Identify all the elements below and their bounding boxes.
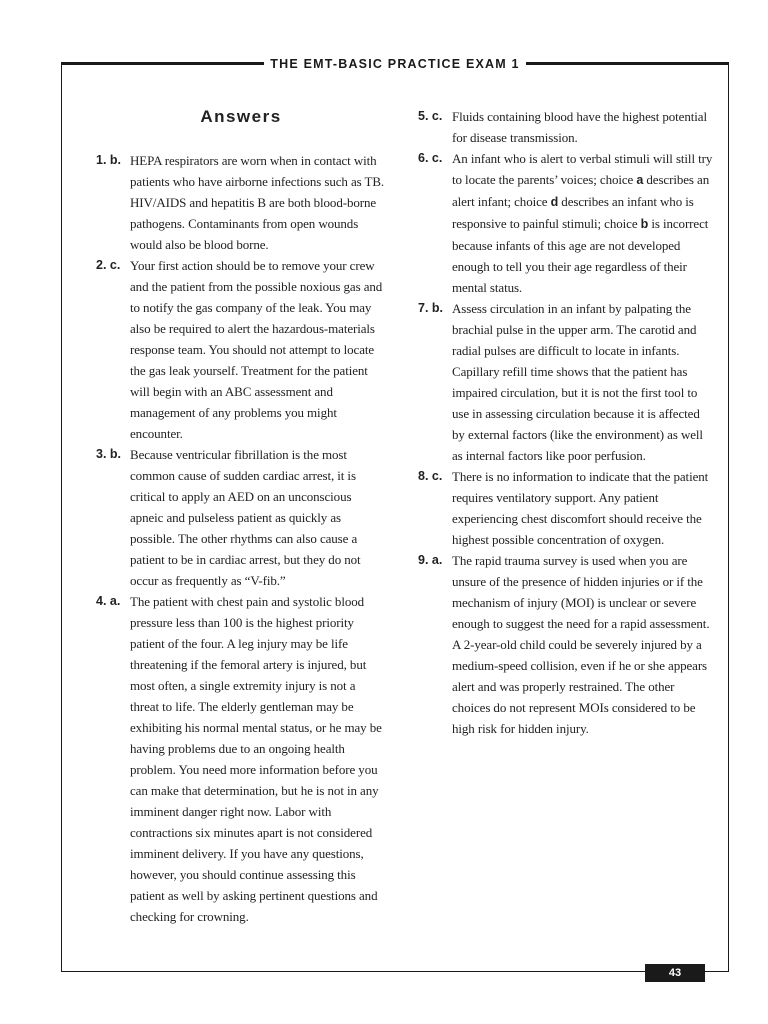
answer-text: Because ventricular fibrillation is the most common cause of sudden cardiac arrest, it is critical to apply an AED on an unconscious apneic and pulseless patient as quickly as possible. The other rhythms can also cause a patient to be in cardiac arrest, but they do not occur as frequently as “V-fib.”	[130, 447, 361, 588]
answer-label: 3. b.	[96, 447, 122, 461]
answer-text	[452, 148, 714, 298]
answer-item	[96, 444, 386, 591]
answer-item	[96, 150, 386, 255]
answer-item	[418, 148, 714, 298]
answer-item	[418, 466, 714, 550]
answer-item	[418, 106, 714, 148]
header-rule-left	[61, 62, 264, 65]
answer-text: There is no information to indicate that the patient requires ventilatory support. Any patient experiencing chest discomfort should receive the highest possible concentration of oxygen.	[452, 469, 709, 547]
answer-text: Assess circulation in an infant by palpating the brachial pulse in the upper arm. The carotid and radial pulses are difficult to locate in infants. Capillary refill time shows that the patient has impaired circulation, but it is not the first tool to use in assessing circulation because it is affected by external factors (like the environment) as well as internal factors like poor perfusion.	[452, 301, 703, 463]
right-column	[418, 106, 714, 739]
answer-text: Fluids containing blood have the highest potential for disease transmission.	[452, 109, 707, 145]
answer-label: 6. c.	[418, 151, 443, 165]
answer-text: Your first action should be to remove your crew and the patient from the possible noxious gas and to notify the gas company of the leak. You may also be required to alert the hazardous-materials response team. You should not attempt to locate the gas leak yourself. Treatment for the patient will begin with an ABC assessment and management of any problems you might encounter.	[130, 258, 383, 441]
answer-text: HEPA respirators are worn when in contact with patients who have airborne infections such as TB. HIV/AIDS and hepatitis B are both blood-borne pathogens. Contaminants from open wounds would also be blood borne.	[130, 153, 385, 252]
footer-rule	[61, 971, 729, 972]
page-number: 43	[645, 964, 705, 982]
answer-text-part: An infant who is alert to verbal stimuli will still try to locate the parents’ voices; choice	[452, 151, 713, 187]
answer-item	[418, 298, 714, 466]
page-frame-right	[728, 62, 729, 972]
answer-label: 1. b.	[96, 153, 122, 167]
answer-label: 8. c.	[418, 469, 443, 483]
answer-item	[418, 550, 714, 739]
answer-text-part: describes an infant who is responsive to painful stimuli; choice	[452, 194, 694, 231]
answer-text: The rapid trauma survey is used when you are unsure of the presence of hidden injuries or if the mechanism of injury (MOI) is unclear or severe enough to suggest the need for a rapid assessment. A 2-year-old child could be severely injured by a medium-speed collision, even if he or she appears alert and was properly restrained. The other choices do not represent MOIs considered to be high risk for hidden injury.	[452, 553, 710, 736]
answer-text: The patient with chest pain and systolic blood pressure less than 100 is the highest priority patient of the four. A leg injury may be life threatening if the femoral artery is injured, but most often, a single extremity injury is not a threat to life. The elderly gentleman may be exhibiting his normal mental status, or he may be having problems due to an ongoing health problem. You need more information before you can make that determination, but he is not in any imminent danger right now. Labor with contractions six minutes apart is not considered imminent delivery. If you have any questions, however, you should continue assessing this patient as well by asking pertinent questions and checking for crowning.	[130, 594, 382, 924]
running-head: THE EMT-BASIC PRACTICE EXAM 1	[270, 57, 520, 71]
left-column	[96, 106, 386, 927]
answer-text-part: is incorrect because infants of this age are not developed enough to tell you their age regardless of their mental status.	[452, 216, 709, 295]
choice-letter: b	[640, 217, 649, 231]
section-heading: Answers	[200, 107, 282, 126]
answer-item	[96, 591, 386, 927]
answer-label: 9. a.	[418, 553, 443, 567]
answer-label: 4. a.	[96, 594, 121, 608]
answer-label: 2. c.	[96, 258, 121, 272]
answer-label: 7. b.	[418, 301, 444, 315]
answer-text-part: describes an alert infant; choice	[452, 172, 710, 209]
page-frame-left	[61, 62, 62, 972]
header-rule-right	[526, 62, 729, 65]
answer-item	[96, 255, 386, 444]
choice-letter: a	[636, 173, 644, 187]
answer-label: 5. c.	[418, 109, 443, 123]
choice-letter: d	[550, 195, 559, 209]
